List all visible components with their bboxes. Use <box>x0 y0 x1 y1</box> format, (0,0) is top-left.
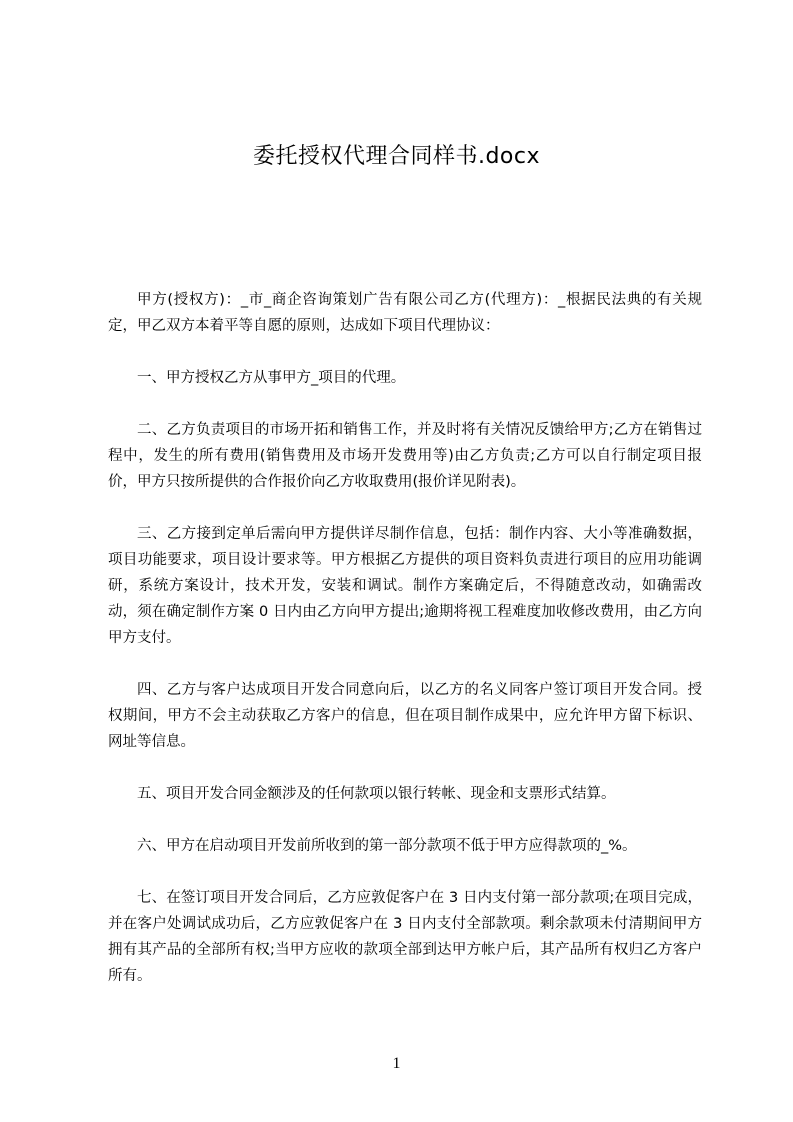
paragraph-parties: 甲方(授权方)：_市_商企咨询策划广告有限公司乙方(代理方)：_根据民法典的有关规定，甲乙双方本着平等自愿的原则，达成如下项目代理协议： <box>108 292 702 334</box>
document-body <box>108 287 702 1015</box>
paragraph-clause-6: 六、甲方在启动项目开发前所收到的第一部分款项不低于甲方应得款项的_%。 <box>137 838 637 854</box>
paragraph-clause-4: 四、乙方与客户达成项目开发合同意向后，以乙方的名义同客户签订项目开发合同。授权期间，甲方不会主动获取乙方客户的信息，但在项目制作成果中，应允许甲方留下标识、网址等信息。 <box>108 682 702 750</box>
paragraph-clause-1: 一、甲方授权乙方从事甲方_项目的代理。 <box>137 370 406 386</box>
page-number: 1 <box>392 1055 401 1072</box>
paragraph-clause-5: 五、项目开发合同金额涉及的任何款项以银行转帐、现金和支票形式结算。 <box>137 786 616 802</box>
paragraph-clause-3: 三、乙方接到定单后需向甲方提供详尽制作信息，包括：制作内容、大小等准确数据，项目功能要求，项目设计要求等。甲方根据乙方提供的项目资料负责进行项目的应用功能调研，系统方案设计，技术开发，安装和调试。制作方案确定后，不得随意改动，如确需改动，须在确定制作方案 0 日内由乙方向甲方提出;逾期将视工程难度加收修改费用，由乙方向甲方支付。 <box>108 526 702 646</box>
document-title: 委托授权代理合同样书.docx <box>252 144 541 169</box>
paragraph-clause-7: 七、在签订项目开发合同后，乙方应敦促客户在 3 日内支付第一部分款项;在项目完成，并在客户处调试成功后，乙方应敦促客户在 3 日内支付全部款项。剩余款项未付清期间甲方拥有其产品的全部所有权;当甲方应收的款项全部到达甲方帐户后，其产品所有权归乙方客户所有。 <box>108 890 702 984</box>
paragraph-clause-2: 二、乙方负责项目的市场开拓和销售工作，并及时将有关情况反馈给甲方;乙方在销售过程中，发生的所有费用(销售费用及市场开发费用等)由乙方负责;乙方可以自行制定项目报价，甲方只按所提供的合作报价向乙方收取费用(报价详见附表)。 <box>108 422 702 490</box>
